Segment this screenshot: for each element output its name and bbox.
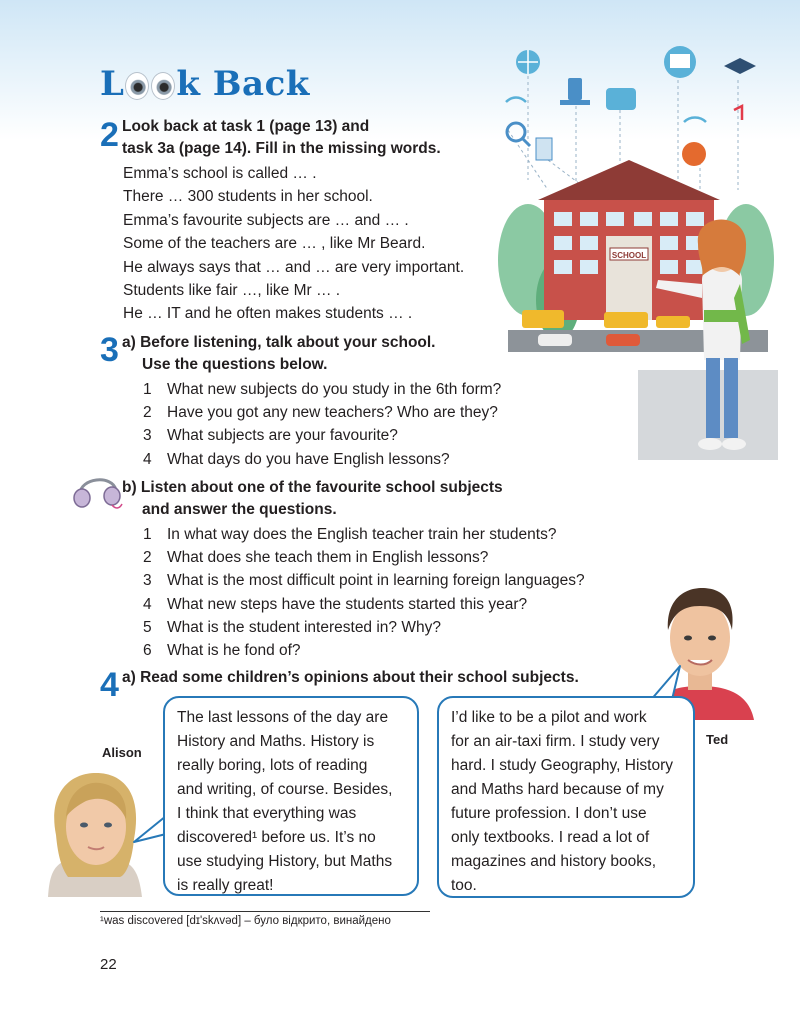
question-item: [143, 448, 501, 471]
sentence: Some of the teachers are … , like Mr Beard.: [123, 235, 426, 253]
bubble-line: use studying History, but Maths: [177, 853, 393, 870]
question-number: 1: [143, 526, 152, 543]
task-3b-questions: [143, 523, 585, 662]
magnifier-handle: [522, 138, 530, 146]
bubble-line: I’d like to be a pilot and work: [451, 709, 647, 726]
bubble-line: discovered¹ before us. It’s no: [177, 829, 376, 846]
eye-icon: [125, 72, 149, 100]
task-3b-heading: [122, 477, 503, 521]
sentence: Emma’s school is called … .: [123, 165, 317, 182]
task-3a-questions: [143, 378, 501, 471]
question-text: What new steps have the students started this year?: [167, 595, 528, 613]
question-item: [143, 639, 585, 662]
question-text: What is he fond of?: [167, 642, 301, 660]
bubble-line: magazines and history books,: [451, 853, 657, 870]
sentence: He … IT and he often makes students … .: [123, 305, 413, 323]
task-4-heading: a) Read some children’s opinions about their school subjects.: [122, 669, 579, 686]
wifi-icon: [506, 98, 526, 103]
question-item: [143, 523, 585, 546]
question-number: 3: [143, 427, 152, 445]
car: [606, 334, 640, 346]
footnote: ¹was discovered [dɪ'skʌvəd] – було відкрито, винайдено: [100, 915, 391, 927]
book-icon: [670, 54, 690, 68]
alison-speech-bubble: [163, 696, 419, 896]
wifi-icon: [684, 118, 706, 123]
bubble-line: only textbooks. I read a lot of: [451, 829, 650, 846]
question-text: What days do you have English lessons?: [167, 450, 450, 468]
task-2-heading: [122, 116, 441, 160]
car: [538, 334, 572, 346]
basketball-icon: [682, 142, 706, 166]
question-item: [143, 616, 585, 639]
bubble-line: The last lessons of the day are: [177, 709, 389, 726]
alison-name: Alison: [102, 745, 142, 760]
ted-name: Ted: [706, 732, 729, 747]
graduation-cap-icon: [724, 58, 756, 74]
task-2-number: 2: [100, 116, 119, 154]
question-number: 6: [143, 642, 152, 660]
question-item: [143, 546, 585, 569]
school-sign-text: SCHOOL: [611, 251, 647, 260]
eye-icon: [151, 72, 175, 100]
question-number: 4: [143, 595, 152, 613]
task-4-number: 4: [100, 666, 119, 704]
question-number: 1: [143, 381, 152, 398]
ted-speech-bubble: [437, 696, 695, 898]
bubble-line: I think that everything was: [177, 805, 357, 822]
question-number: 2: [143, 404, 152, 422]
bag-icon: [606, 88, 636, 110]
headphones-icon: [72, 472, 124, 512]
school-bus: [522, 310, 564, 328]
question-text: What new subjects do you study in the 6th form?: [167, 381, 502, 398]
question-text: Have you got any new teachers? Who are they?: [167, 404, 498, 422]
microscope-base: [560, 100, 590, 105]
bubble-line: too.: [451, 877, 477, 894]
bubble-line: and writing, of course. Besides,: [177, 781, 393, 798]
sentence: He always says that … and … are very important.: [123, 258, 465, 276]
question-number: 2: [143, 549, 152, 567]
task-3b-heading-line: b) Listen about one of the favourite school subjects: [122, 479, 503, 496]
task-2-sentences: [123, 162, 464, 326]
bubble-line: History and Maths. History is: [177, 733, 375, 750]
task-3a-heading-line: Use the questions below.: [142, 356, 328, 373]
question-item: [143, 378, 501, 401]
question-text: What is the most difficult point in learning foreign languages?: [167, 572, 585, 590]
question-item: [143, 593, 585, 616]
bubble-line: hard. I study Geography, History: [451, 757, 673, 774]
task-2-heading-line: Look back at task 1 (page 13) and: [122, 118, 370, 135]
task-3a-heading-line: a) Before listening, talk about your school.: [122, 334, 436, 351]
question-number: 4: [143, 450, 152, 468]
question-number: 5: [143, 618, 152, 636]
bubble-line: for an air-taxi firm. I study very: [451, 733, 660, 750]
question-text: What does she teach them in English lessons?: [167, 549, 489, 567]
task-3-number: 3: [100, 331, 119, 369]
task-3b-heading-line: and answer the questions.: [142, 501, 337, 518]
page-number: 22: [100, 956, 117, 973]
school-roof: [538, 160, 720, 200]
question-text: What subjects are your favourite?: [167, 427, 398, 445]
microscope-icon: [568, 78, 582, 100]
question-number: 3: [143, 572, 152, 590]
footnote-rule: [100, 911, 430, 912]
question-item: [143, 424, 501, 447]
sentence: Students like fair …, like Mr … .: [123, 282, 341, 300]
question-item: [143, 569, 585, 592]
bubble-line: really boring, lots of reading: [177, 757, 368, 774]
title-end: k Back: [176, 64, 310, 104]
task-2-heading-line: task 3a (page 14). Fill in the missing words.: [122, 140, 441, 157]
document-icon: [536, 138, 552, 160]
title-start: L: [100, 64, 125, 104]
bubble-line: is really great!: [177, 877, 274, 894]
question-item: [143, 401, 501, 424]
page-title: [100, 64, 310, 104]
question-text: In what way does the English teacher train her students?: [167, 526, 557, 543]
sentence: Emma’s favourite subjects are … and … .: [123, 211, 409, 229]
question-text: What is the student interested in? Why?: [167, 618, 441, 636]
sentence: There … 300 students in her school.: [123, 188, 373, 206]
bubble-line: and Maths hard because of my: [451, 781, 664, 798]
school-bus: [604, 312, 648, 328]
task-3a-heading: [122, 332, 436, 376]
school-illustration: [488, 40, 780, 480]
bus: [656, 316, 690, 328]
bubble-line: future profession. I don’t use: [451, 805, 647, 822]
